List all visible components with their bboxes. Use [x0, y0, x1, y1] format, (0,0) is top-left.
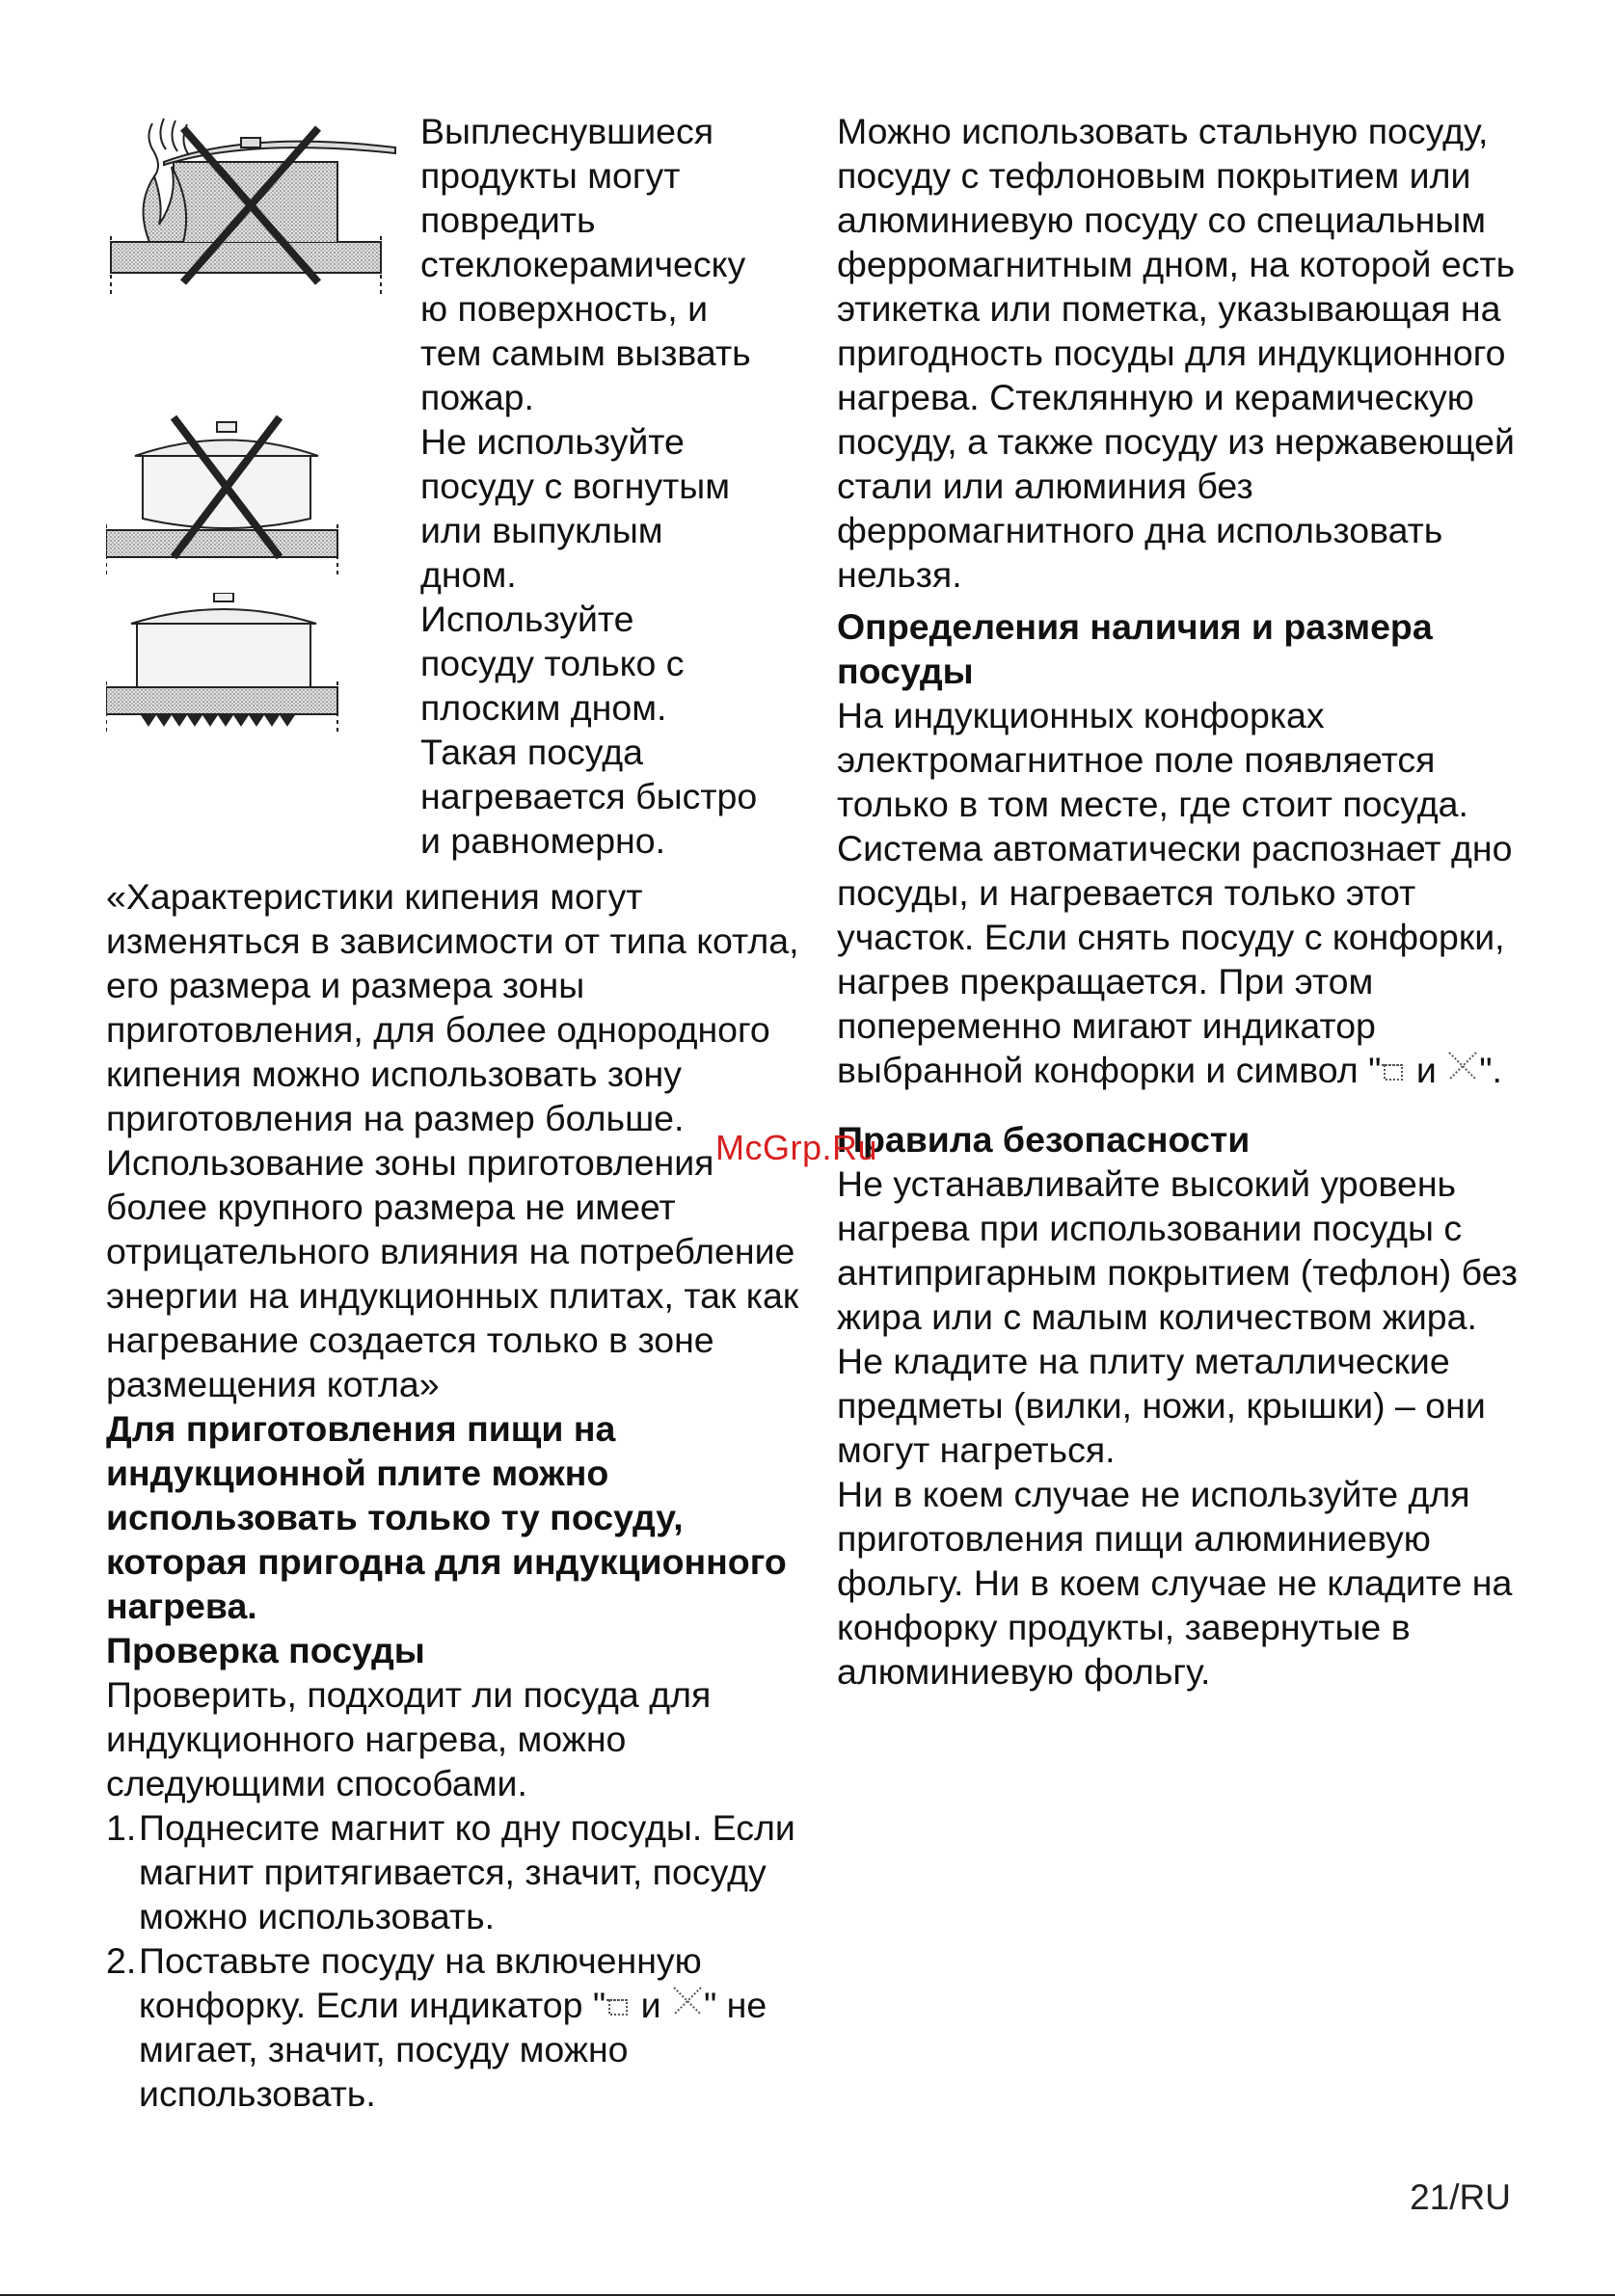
- list-item: [106, 1938, 800, 2116]
- cookware-intro: Можно использовать стальную посуду, посуду с тефлоновым покрытием или алюминиевую посуду со специальным ферромагнитным дном, на которой есть этикетка или пометка, указывающая на пригодность посуды для индукционного нагрева. Стеклянную и керамическую посуду, а также посуду из нержавеющей стали или алюминия без ферромагнитного дна использовать нельзя.: [837, 111, 1516, 595]
- safety-heading: Правила безопасности: [837, 1119, 1251, 1160]
- flat-pot-figure: [106, 593, 347, 737]
- list-text: [139, 1938, 800, 2116]
- caption-line: ю поверхность, и: [420, 288, 709, 329]
- list-number: 1.: [106, 1807, 137, 1848]
- pot-symbol-icon: [606, 1994, 631, 2017]
- left-column: [106, 109, 800, 2116]
- check-heading: Проверка посуды: [106, 1630, 425, 1670]
- caption-line: тем самым вызвать: [420, 333, 751, 373]
- list-item: [106, 1805, 800, 1938]
- induction-notice: Для приготовления пищи на индукционной плите можно использовать только ту посуду, которая пригодна для индукционного нагрева.: [106, 1408, 787, 1626]
- list-text: Поднесите магнит ко дну посуды. Если магнит притягивается, значит, посуду можно использовать.: [139, 1807, 795, 1936]
- detection-heading: Определения наличия и размера посуды: [837, 606, 1433, 691]
- caption-line: Не используйте: [420, 421, 685, 462]
- spill-figure: [106, 109, 405, 307]
- list-text-part: Поставьте посуду на включенную конфорку. Если индикатор ": [139, 1940, 702, 2025]
- list-text-part: и: [631, 1985, 671, 2025]
- safety-paragraph: Не устанавливайте высокий уровень нагрева при использовании посуды с антипригарным покрытием (тефлон) без жира или с малым количеством жира.: [837, 1163, 1518, 1337]
- concave-pot-figure: [106, 413, 347, 586]
- detection-text: [837, 693, 1541, 1092]
- safety-paragraph: Не кладите на плиту металлические предметы (вилки, ножи, крышки) – они могут нагреться.: [837, 1341, 1486, 1470]
- figures-column: [106, 109, 420, 863]
- right-column: [837, 109, 1541, 1694]
- detection-text-part: ".: [1479, 1050, 1502, 1090]
- figure-captions: [420, 109, 800, 863]
- caption-line: или выпуклым: [420, 510, 663, 550]
- detection-text-part: На индукционных конфорках электромагнитное поле появляется только в том месте, где стоит посуда. Система автоматически распознает дно посуды, и нагревается только этот участок. Если снять посуду с конфорки, нагрев прекращается. При этом попеременно мигают индикатор выбранной конфорки и символ ": [837, 695, 1513, 1090]
- pot-symbol-icon: [1381, 1059, 1406, 1082]
- watermark: McGrp.Ru: [715, 1128, 878, 1167]
- list-text-part: " не мигает, значит, посуду можно использовать.: [139, 1985, 767, 2114]
- detection-text-part: и: [1406, 1050, 1447, 1090]
- caption-line: Такая посуда: [420, 732, 644, 772]
- caption-line: плоским дном.: [420, 687, 667, 728]
- page-number: 21/RU: [1410, 2177, 1511, 2217]
- cross-symbol-icon: [1446, 1050, 1479, 1082]
- caption-line: повредить: [420, 200, 596, 240]
- boiling-quote: «Характеристики кипения могут изменяться в зависимости от типа котла, его размера и размера зоны приготовления, для более однородного кипения можно использовать зону приготовления на размер больше. Использование зоны приготовления более крупного размера не имеет отрицательного влияния на потребление энергии на индукционных плитах, так как нагревание создается только в зоне размещения котла»: [106, 876, 799, 1404]
- caption-line: пожар.: [420, 377, 534, 417]
- caption-line: продукты могут: [420, 155, 681, 196]
- caption-line: посуду только с: [420, 643, 685, 683]
- caption-line: дном.: [420, 554, 517, 595]
- caption-line: Выплеснувшиеся: [420, 111, 714, 151]
- figure-section: [106, 109, 800, 863]
- safety-paragraph: Ни в коем случае не используйте для приготовления пищи алюминиевую фольгу. Ни в коем случае не кладите на конфорку продукты, завернутые в алюминиевую фольгу.: [837, 1474, 1513, 1692]
- caption-line: Используйте: [420, 599, 634, 639]
- cross-symbol-icon: [671, 1985, 704, 2017]
- caption-line: стеклокерамическу: [420, 244, 746, 284]
- caption-line: и равномерно.: [420, 820, 666, 861]
- list-number: 2.: [106, 1940, 137, 1981]
- check-intro: Проверить, подходит ли посуда для индукционного нагрева, можно следующими способами.: [106, 1674, 712, 1803]
- caption-line: нагревается быстро: [420, 776, 758, 816]
- caption-line: посуду с вогнутым: [420, 466, 731, 506]
